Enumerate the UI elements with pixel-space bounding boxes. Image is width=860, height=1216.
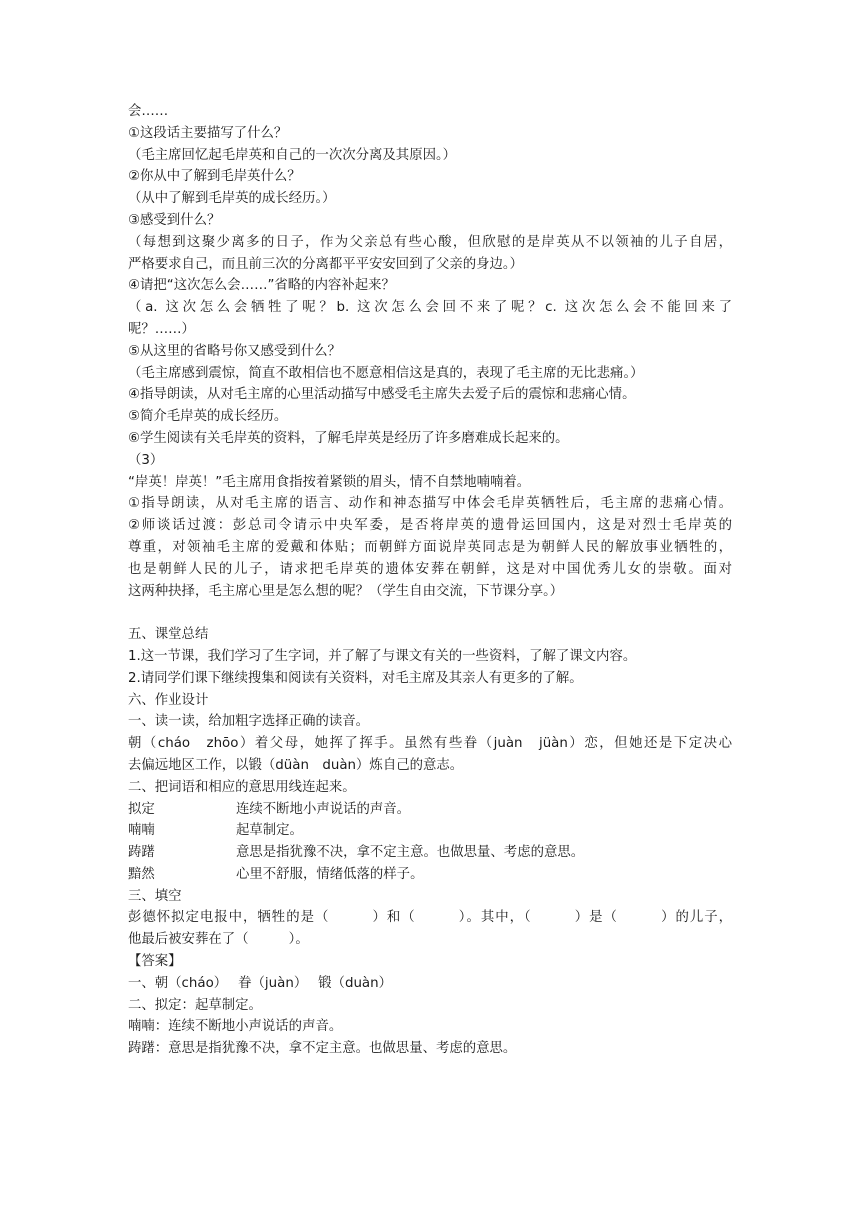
text-line: ⑤简介毛岸英的成长经历。 bbox=[128, 409, 288, 425]
text-line: 尊重，对领袖毛主席的爱戴和体贴；而朝鲜方面说岸英同志是为朝鲜人民的解放事业牺牲的， bbox=[128, 539, 732, 555]
text-line: 一、读一读，给加粗字选择正确的读音。 bbox=[128, 714, 370, 730]
text-line: （毛主席感到震惊，简直不敢相信也不愿意相信这是真的，表现了毛主席的无比悲痛。） bbox=[128, 365, 644, 381]
text-line: ②师谈话过渡：彭总司令请示中央军委，是否将岸英的遗骨运回国内，这是对烈士毛岸英的 bbox=[128, 518, 732, 534]
text-line: 朝（cháo zhōo）着父母，她挥了挥手。虽然有些眷（juàn jüàn）恋，但她还是下定决心 bbox=[128, 736, 732, 752]
text-line: 六、作业设计 bbox=[128, 692, 209, 708]
text-line: 也是朝鲜人民的儿子，请求把毛岸英的遗体安葬在朝鲜，这是对中国优秀儿女的崇敬。面对 bbox=[128, 561, 732, 577]
text-line: “岸英！岸英！”毛主席用食指按着紧锁的眉头，情不自禁地喃喃着。 bbox=[128, 474, 531, 490]
matching-definition: 意思是指犹豫不决，拿不定主意。也做思量、考虑的意思。 bbox=[236, 845, 585, 861]
text-line: 二、把词语和相应的意思用线连起来。 bbox=[128, 779, 356, 795]
text-line: ②你从中了解到毛岸英什么？ bbox=[128, 169, 301, 185]
text-line: 这两种抉择，毛主席心里是怎么想的呢？（学生自由交流，下节课分享。） bbox=[128, 583, 564, 599]
text-line: （a. 这次怎么会牺牲了呢？b. 这次怎么会回不来了呢？c. 这次怎么会不能回来了 bbox=[128, 300, 732, 316]
matching-pair bbox=[128, 799, 732, 821]
text-line: 二、拟定：起草制定。 bbox=[128, 997, 262, 1013]
text-line: 五、课堂总结 bbox=[128, 627, 209, 643]
text-line: （3） bbox=[128, 452, 164, 468]
matching-term: 踌躇 bbox=[128, 845, 155, 861]
matching-definition: 心里不舒服，情绪低落的样子。 bbox=[236, 866, 424, 882]
text-line: ④指导朗读，从对毛主席的心里活动描写中感受毛主席失去爱子后的震惊和悲痛心情。 bbox=[128, 387, 636, 403]
text-line: 【答案】 bbox=[128, 954, 182, 970]
matching-pair bbox=[128, 820, 732, 842]
text-line: 严格要求自己，而且前三次的分离都平平安安回到了父亲的身边。） bbox=[128, 256, 524, 272]
matching-term: 喃喃 bbox=[128, 823, 155, 839]
text-line: ⑤从这里的省略号你又感受到什么？ bbox=[128, 343, 341, 359]
matching-definition: 连续不断地小声说话的声音。 bbox=[236, 801, 411, 817]
text-line: 喃喃：连续不断地小声说话的声音。 bbox=[128, 1019, 343, 1035]
text-line: 三、填空 bbox=[128, 888, 182, 904]
text-line: 他最后被安葬在了（ ）。 bbox=[128, 932, 309, 948]
text-line: 会…… bbox=[128, 104, 169, 119]
text-line: 一、朝（cháo） 眷（juàn） 锻（duàn） bbox=[128, 975, 393, 991]
text-line: ③感受到什么？ bbox=[128, 212, 221, 228]
matching-pair bbox=[128, 842, 732, 864]
text-line: （毛主席回忆起毛岸英和自己的一次次分离及其原因。） bbox=[128, 147, 457, 163]
blank-line bbox=[128, 602, 732, 624]
text-line: 2.请同学们课下继续搜集和阅读有关资料，对毛主席及其亲人有更多的了解。 bbox=[128, 670, 583, 686]
matching-term: 黯然 bbox=[128, 866, 155, 882]
text-line: （从中了解到毛岸英的成长经历。） bbox=[128, 191, 336, 207]
text-line: ⑥学生阅读有关毛岸英的资料，了解毛岸英是经历了许多磨难成长起来的。 bbox=[128, 430, 569, 446]
text-line: ④请把“这次怎么会……”省略的内容补起来？ bbox=[128, 278, 395, 294]
document-body bbox=[128, 101, 732, 1060]
matching-definition: 起草制定。 bbox=[236, 823, 303, 839]
text-line: 呢？……） bbox=[128, 321, 195, 337]
text-line: 彭德怀拟定电报中，牺牲的是（ ）和（ ）。其中，（ ）是（ ）的儿子， bbox=[128, 910, 732, 926]
text-line: 踌躇：意思是指犹豫不决，拿不定主意。也做思量、考虑的意思。 bbox=[128, 1041, 517, 1057]
matching-term: 拟定 bbox=[128, 801, 155, 817]
text-line: ①这段话主要描写了什么？ bbox=[128, 125, 288, 141]
text-line: 1.这一节课，我们学习了生字词，并了解了与课文有关的一些资料，了解了课文内容。 bbox=[128, 648, 637, 664]
matching-pair bbox=[128, 864, 732, 886]
text-line: （每想到这聚少离多的日子，作为父亲总有些心酸，但欣慰的是岸英从不以领袖的儿子自居， bbox=[128, 234, 732, 250]
text-line: 去偏远地区工作，以锻（düàn duàn）炼自己的意志。 bbox=[128, 757, 464, 773]
text-line: ①指导朗读，从对毛主席的语言、动作和神态描写中体会毛岸英牺牲后，毛主席的悲痛心情。 bbox=[128, 496, 732, 512]
